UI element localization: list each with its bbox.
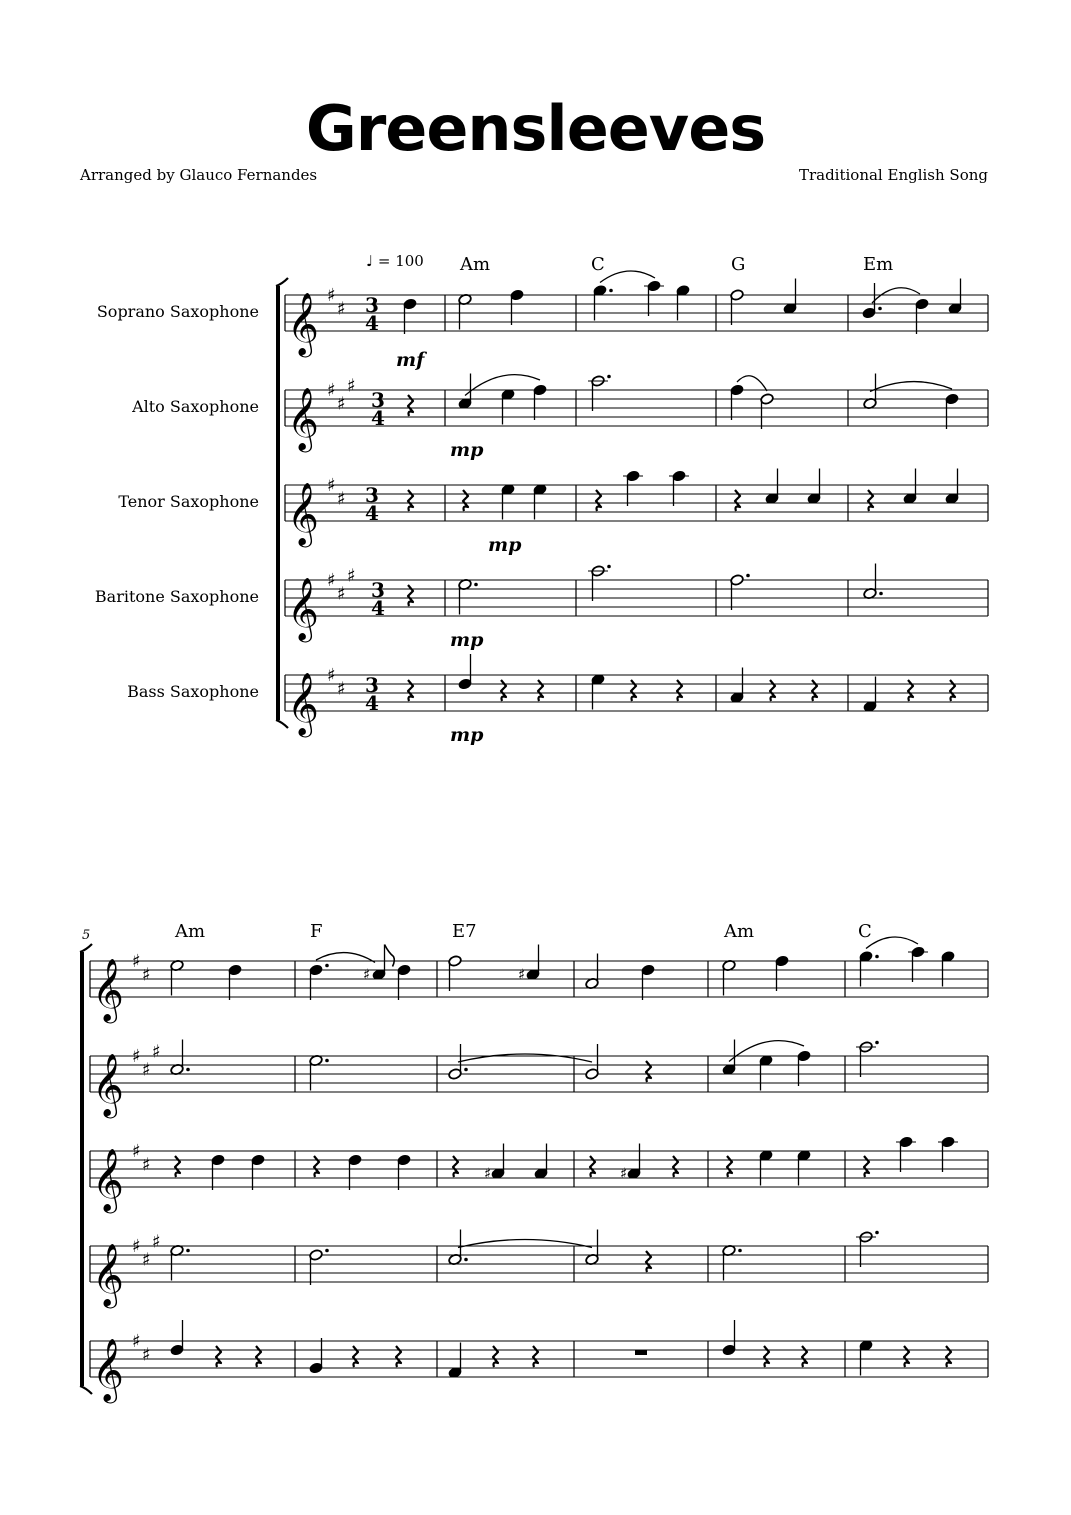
quarter-rest: [256, 1346, 261, 1367]
quarter-rest: [908, 680, 913, 701]
chord-symbol: Am: [175, 921, 206, 942]
arranger-credit: Arranged by Glauco Fernandes: [80, 166, 318, 184]
treble-clef-icon: 𝄞: [92, 1053, 124, 1116]
chord-symbol: C: [858, 921, 872, 942]
key-signature-sharp: ♯: [337, 678, 346, 700]
treble-clef-icon: 𝄞: [92, 1338, 124, 1401]
augmentation-dot: [325, 1059, 329, 1063]
quarter-rest: [396, 1346, 401, 1367]
time-signature-bottom: 4: [365, 691, 379, 715]
augmentation-dot: [186, 1249, 190, 1253]
quarter-rest: [673, 1156, 678, 1177]
chord-symbol: C: [591, 254, 605, 275]
bracket-hook: [80, 1386, 92, 1394]
quarter-rest: [864, 1156, 869, 1177]
chord-symbol: F: [310, 921, 323, 942]
instrument-label-baritone: Baritone Saxophone: [94, 587, 259, 606]
key-signature-sharp: ♯: [337, 393, 346, 415]
chord-symbol: Em: [863, 254, 894, 275]
instrument-label-bass: Bass Saxophone: [127, 682, 259, 701]
quarter-note-icon: ♩: [366, 252, 374, 270]
augmentation-dot: [738, 1249, 742, 1253]
sharp-accidental: ♯: [518, 965, 526, 984]
quarter-rest: [764, 1346, 769, 1367]
sharp-accidental: ♯: [484, 1164, 492, 1183]
treble-clef-icon: 𝄞: [92, 958, 124, 1021]
key-signature-sharp: ♯: [132, 1331, 141, 1352]
time-signature-bottom: 4: [371, 406, 385, 430]
time-signature-top: 3: [371, 388, 385, 412]
instrument-label-soprano: Soprano Saxophone: [96, 302, 259, 321]
augmentation-dot: [609, 289, 613, 293]
augmentation-dot: [474, 583, 478, 587]
quarter-rest: [802, 1346, 807, 1367]
augmentation-dot: [746, 574, 750, 578]
quarter-rest: [463, 490, 468, 511]
augmentation-dot: [325, 964, 329, 968]
system-bracket: [276, 286, 280, 720]
quarter-rest: [216, 1346, 221, 1367]
augmentation-dot: [464, 1258, 468, 1262]
treble-clef-icon: 𝄞: [92, 1243, 124, 1306]
augmentation-dot: [875, 1041, 879, 1045]
time-signature-top: 3: [365, 293, 379, 317]
slur: [458, 1054, 592, 1062]
quarter-rest: [408, 680, 413, 701]
augmentation-dot: [186, 1068, 190, 1072]
quarter-rest: [904, 1346, 909, 1367]
tempo-value: = 100: [377, 252, 424, 270]
quarter-rest: [408, 585, 413, 606]
dynamic-marking: mp: [450, 439, 484, 461]
quarter-rest: [501, 680, 506, 701]
quarter-rest: [631, 680, 636, 701]
sharp-accidental: ♯: [620, 1164, 628, 1183]
key-signature-sharp: ♯: [142, 964, 151, 986]
quarter-rest: [950, 680, 955, 701]
quarter-rest: [538, 680, 543, 701]
key-signature-sharp: ♯: [132, 1141, 141, 1162]
key-signature-sharp: ♯: [337, 298, 346, 320]
augmentation-dot: [607, 375, 611, 379]
quarter-rest: [812, 680, 817, 701]
treble-clef-icon: 𝄞: [287, 292, 319, 355]
treble-clef-icon: 𝄞: [287, 672, 319, 735]
quarter-rest: [493, 1346, 498, 1367]
augmentation-dot: [879, 592, 883, 596]
key-signature-sharp: ♯: [327, 475, 336, 496]
augmentation-dot: [607, 565, 611, 569]
key-signature-sharp: ♯: [132, 1046, 141, 1067]
augmentation-dot: [875, 955, 879, 959]
key-signature-sharp: ♯: [347, 565, 356, 587]
time-signature-top: 3: [365, 673, 379, 697]
key-signature-sharp: ♯: [327, 285, 336, 306]
bracket-hook: [276, 278, 288, 286]
quarter-rest: [868, 490, 873, 511]
key-signature-sharp: ♯: [142, 1249, 151, 1271]
dynamic-marking: mp: [488, 534, 522, 556]
key-signature-sharp: ♯: [132, 1236, 141, 1257]
quarter-rest: [770, 680, 775, 701]
key-signature-sharp: ♯: [337, 583, 346, 605]
key-signature-sharp: ♯: [132, 951, 141, 972]
note-flag: [385, 945, 395, 967]
quarter-rest: [677, 680, 682, 701]
quarter-rest: [646, 1251, 651, 1272]
page-title: Greensleeves: [305, 92, 766, 165]
key-signature-sharp: ♯: [142, 1154, 151, 1176]
treble-clef-icon: 𝄞: [287, 482, 319, 545]
slur: [465, 375, 540, 396]
bracket-hook: [80, 944, 92, 952]
quarter-rest: [727, 1156, 732, 1177]
key-signature-sharp: ♯: [327, 665, 336, 686]
key-signature-sharp: ♯: [327, 570, 336, 591]
composer-credit: Traditional English Song: [798, 166, 988, 184]
key-signature-sharp: ♯: [152, 1231, 161, 1253]
quarter-rest: [533, 1346, 538, 1367]
time-signature-top: 3: [365, 483, 379, 507]
quarter-rest: [946, 1346, 951, 1367]
key-signature-sharp: ♯: [142, 1344, 151, 1366]
quarter-rest: [314, 1156, 319, 1177]
whole-rest: [635, 1350, 647, 1355]
quarter-rest: [590, 1156, 595, 1177]
augmentation-dot: [878, 307, 882, 311]
quarter-rest: [453, 1156, 458, 1177]
time-signature-top: 3: [371, 578, 385, 602]
key-signature-sharp: ♯: [337, 488, 346, 510]
key-signature-sharp: ♯: [327, 380, 336, 401]
slur: [866, 937, 918, 949]
measure-number: 5: [82, 928, 91, 943]
key-signature-sharp: ♯: [142, 1059, 151, 1081]
quarter-rest: [175, 1156, 180, 1177]
instrument-label-tenor: Tenor Saxophone: [118, 492, 259, 511]
quarter-rest: [353, 1346, 358, 1367]
augmentation-dot: [875, 1231, 879, 1235]
quarter-rest: [408, 490, 413, 511]
dynamic-marking: mp: [450, 629, 484, 651]
system-bracket: [80, 952, 84, 1386]
time-signature-bottom: 4: [365, 501, 379, 525]
instrument-label-alto: Alto Saxophone: [132, 397, 259, 416]
quarter-rest: [646, 1061, 651, 1082]
key-signature-sharp: ♯: [152, 1041, 161, 1063]
time-signature-bottom: 4: [371, 596, 385, 620]
dynamic-marking: mp: [450, 724, 484, 746]
key-signature-sharp: ♯: [347, 375, 356, 397]
quarter-rest: [596, 490, 601, 511]
time-signature-bottom: 4: [365, 311, 379, 335]
treble-clef-icon: 𝄞: [92, 1148, 124, 1211]
chord-symbol: E7: [452, 921, 477, 942]
quarter-rest: [735, 490, 740, 511]
chord-symbol: Am: [724, 921, 755, 942]
augmentation-dot: [325, 1249, 329, 1253]
treble-clef-icon: 𝄞: [287, 387, 319, 450]
slur: [600, 271, 655, 283]
augmentation-dot: [464, 1068, 468, 1072]
chord-symbol: G: [731, 254, 746, 275]
sharp-accidental: ♯: [363, 965, 371, 984]
treble-clef-icon: 𝄞: [287, 577, 319, 640]
dynamic-marking: mf: [396, 349, 425, 371]
quarter-rest: [408, 395, 413, 416]
chord-symbol: Am: [460, 254, 491, 275]
